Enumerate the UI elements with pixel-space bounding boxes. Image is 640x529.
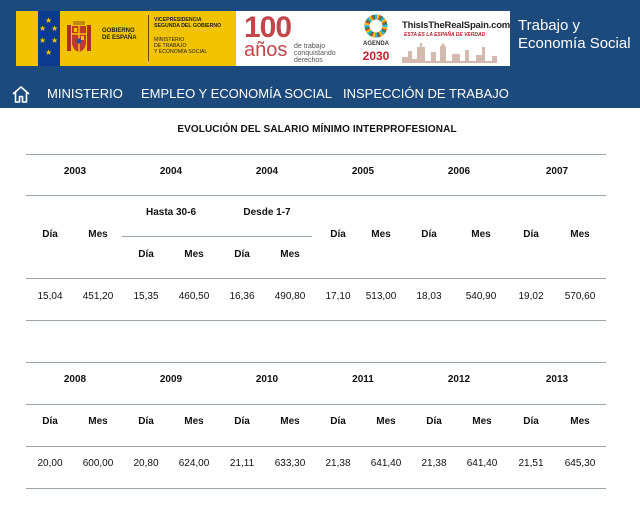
table2-col-month: Mes (184, 416, 204, 427)
table1-year-rule (26, 195, 606, 196)
table2-year-header: 2008 (63, 374, 87, 385)
table2-col-month: Mes (88, 416, 108, 427)
table2-col-month: Mes (472, 416, 492, 427)
table2-col-day: Día (234, 416, 250, 427)
table1-year-header: 2005 (351, 166, 375, 177)
table1-value-cell: 513,00 (365, 291, 397, 302)
table2-col-month: Mes (570, 416, 590, 427)
table1-col-day: Día (330, 229, 346, 240)
table1-value-cell: 15,04 (37, 291, 63, 302)
table2-col-day: Día (426, 416, 442, 427)
skyline-icon (402, 39, 506, 63)
gobierno-label: GOBIERNO DE ESPAÑA (102, 28, 137, 41)
agenda-label: AGENDA (362, 41, 389, 47)
table2-value-cell: 641,40 (370, 458, 402, 469)
table1-col-month: Mes (280, 249, 300, 260)
yellow-stripe (16, 11, 38, 66)
table1-col-month: Mes (88, 229, 108, 240)
table1-value-cell: 490,80 (274, 291, 306, 302)
table1-value-cell: 460,50 (178, 291, 210, 302)
table1-split-rule (122, 236, 312, 237)
table2-bottom-rule (26, 488, 606, 489)
table1-col-day: Día (42, 229, 58, 240)
site-header (0, 0, 640, 108)
table1-col-day: Día (421, 229, 437, 240)
table1-split-label-second-half: Desde 1-7 (243, 207, 291, 218)
centenary-logo (236, 11, 354, 66)
table1-col-month: Mes (570, 229, 590, 240)
table2-value-cell: 641,40 (466, 458, 498, 469)
centenary-word: años (244, 39, 288, 61)
table2-year-rule (26, 404, 606, 405)
coat-of-arms-icon (64, 17, 94, 59)
centenary-tagline: de trabajo conquistando derechos (294, 43, 336, 64)
nav-inspeccion-trabajo[interactable]: INSPECCIÓN DE TRABAJO (343, 86, 509, 101)
table1-bottom-rule (26, 320, 606, 321)
table2-col-day: Día (330, 416, 346, 427)
table1-split-label-first-half: Hasta 30-6 (145, 207, 197, 218)
table2-value-cell: 20,00 (37, 458, 63, 469)
table2-year-header: 2009 (159, 374, 183, 385)
eu-stars-logo: ★ ★ ★ ★ ★ ★ (38, 11, 60, 66)
table2-value-cell: 21,11 (229, 458, 255, 469)
table1-value-cell: 451,20 (82, 291, 114, 302)
table2-col-day: Día (523, 416, 539, 427)
vicepresidencia-label: VICEPRESIDENCIA SEGUNDA DEL GOBIERNO (154, 17, 222, 29)
table1-top-rule (26, 154, 606, 155)
real-spain-slogan: ESTA ES LA ESPAÑA DE VERDAD (404, 32, 486, 38)
nav-ministerio[interactable]: MINISTERIO (47, 86, 123, 101)
table1-value-cell: 17,10 (325, 291, 351, 302)
table1-year-header: 2004 (255, 166, 279, 177)
table1-col-day: Día (523, 229, 539, 240)
institutional-logos[interactable] (16, 11, 510, 66)
agenda-2030-logo (354, 11, 398, 66)
home-icon[interactable] (11, 85, 31, 103)
table1-value-cell: 19,02 (518, 291, 544, 302)
table2-col-month: Mes (280, 416, 300, 427)
table1-header-rule (26, 278, 606, 279)
table1-col-day: Día (234, 249, 250, 260)
table2-value-cell: 633,30 (274, 458, 306, 469)
table1-value-cell: 16,36 (229, 291, 255, 302)
table1-value-cell: 15,35 (133, 291, 159, 302)
main-nav (0, 80, 640, 108)
table1-value-cell: 570,60 (564, 291, 596, 302)
table2-header-rule (26, 446, 606, 447)
logo-divider (148, 15, 149, 61)
table2-year-header: 2010 (255, 374, 279, 385)
table2-value-cell: 600,00 (82, 458, 114, 469)
table2-year-header: 2013 (545, 374, 569, 385)
table2-value-cell: 21,51 (518, 458, 544, 469)
table1-year-header: 2006 (447, 166, 471, 177)
nav-empleo-economia-social[interactable]: EMPLEO Y ECONOMÍA SOCIAL (141, 86, 332, 101)
real-spain-title: ThisIsTheRealSpain.com (402, 20, 511, 31)
centenary-number: 100 (244, 11, 292, 44)
table1-col-month: Mes (371, 229, 391, 240)
page-title: EVOLUCIÓN DEL SALARIO MÍNIMO INTERPROFESIONAL (177, 124, 457, 135)
table2-year-header: 2012 (447, 374, 471, 385)
ministerio-label: MINISTERIO DE TRABAJO Y ECONOMÍA SOCIAL (154, 37, 208, 55)
table2-value-cell: 21,38 (421, 458, 447, 469)
table2-value-cell: 645,30 (564, 458, 596, 469)
table1-col-month: Mes (471, 229, 491, 240)
table2-value-cell: 624,00 (178, 458, 210, 469)
table1-col-month: Mes (184, 249, 204, 260)
agenda-year: 2030 (362, 49, 390, 63)
government-logo (60, 11, 236, 66)
site-title[interactable]: Trabajo y Economía Social (518, 17, 631, 52)
table2-year-header: 2011 (352, 374, 374, 385)
table2-col-day: Día (42, 416, 58, 427)
table1-year-header: 2004 (159, 166, 183, 177)
table2-value-cell: 20,80 (133, 458, 159, 469)
table1-value-cell: 540,90 (465, 291, 497, 302)
table2-value-cell: 21,38 (325, 458, 351, 469)
table1-year-header: 2003 (63, 166, 87, 177)
table2-col-month: Mes (376, 416, 396, 427)
table2-col-day: Día (138, 416, 154, 427)
table1-year-header: 2007 (545, 166, 569, 177)
real-spain-logo (398, 11, 510, 66)
table1-value-cell: 18,03 (416, 291, 442, 302)
table1-col-day: Día (138, 249, 154, 260)
table2-top-rule (26, 362, 606, 363)
sdg-wheel-icon (364, 14, 388, 38)
